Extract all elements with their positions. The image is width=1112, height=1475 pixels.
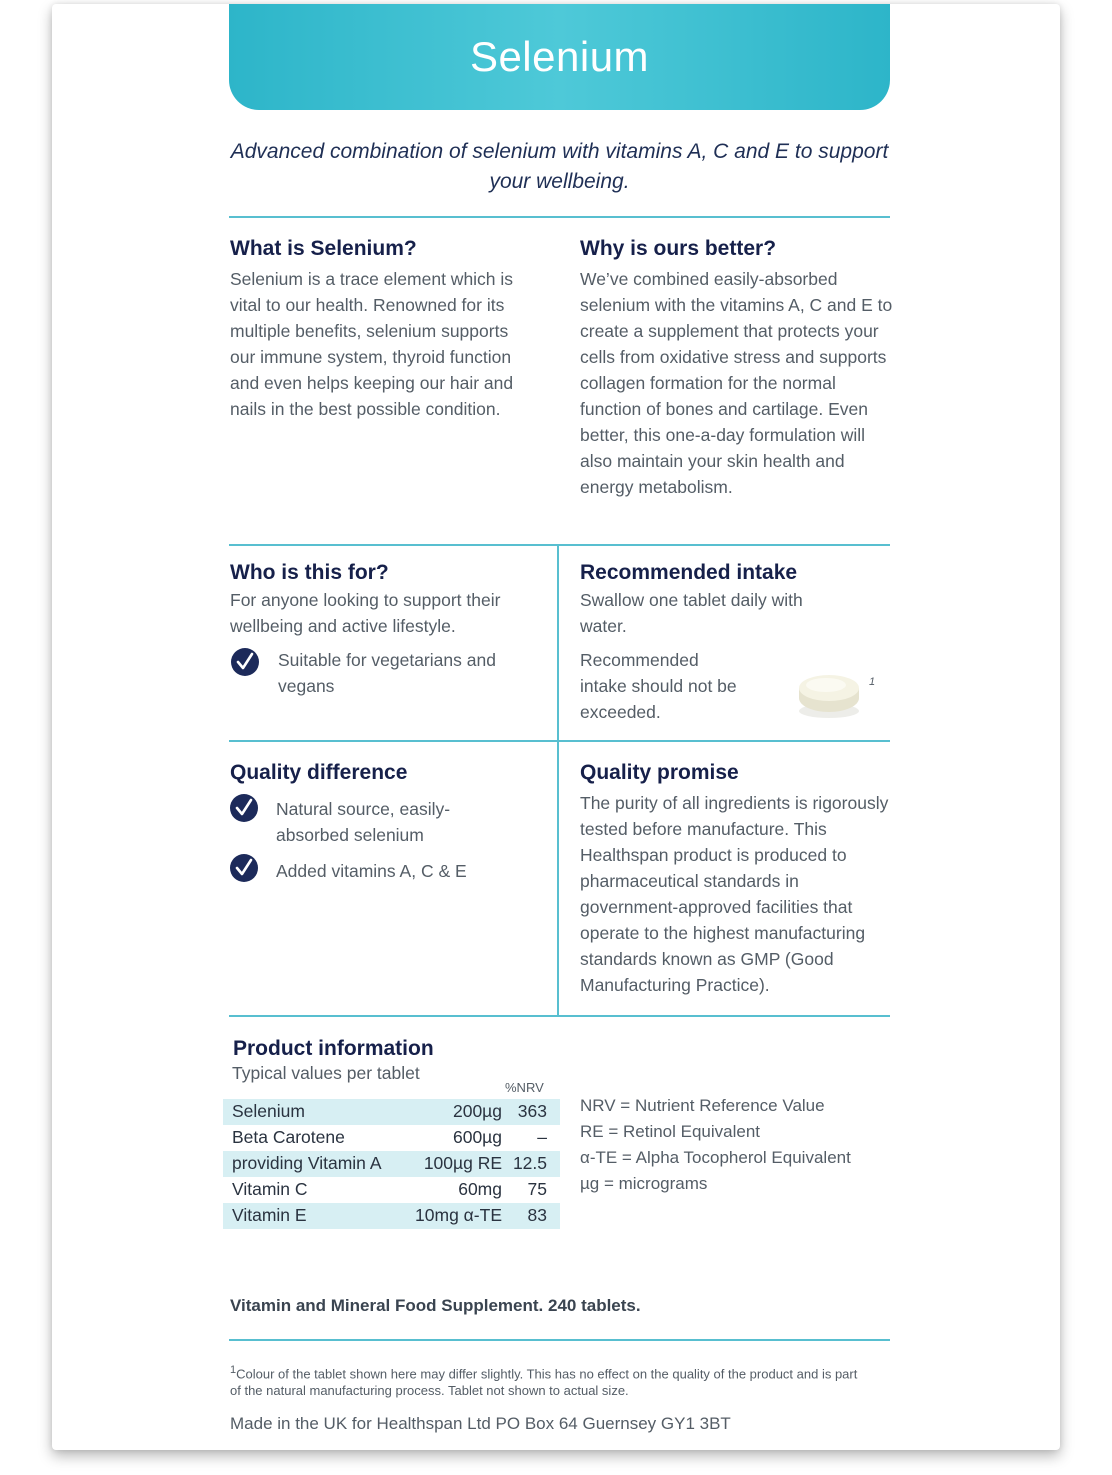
quality-promise-heading: Quality promise: [580, 761, 739, 784]
column-divider: [557, 544, 559, 1017]
nutrient-name: providing Vitamin A: [232, 1153, 382, 1173]
quality-promise-text: The purity of all ingredients is rigorously tested before manufacture. This Healthspan product is produced to pharmaceutical standards in government-approved facilities that operate to the highest manufacturing standards known as GMP (Good Manufacturing Practice).: [580, 793, 889, 995]
nutrient-nrv: –: [537, 1127, 547, 1147]
quality-check-2: Added vitamins A, C & E: [276, 861, 467, 881]
table-row: [223, 1151, 560, 1177]
legend-item: α-TE = Alpha Tocopherol Equivalent: [580, 1148, 851, 1167]
abbreviation-legend: [580, 1093, 851, 1197]
what-heading: What is Selenium?: [230, 237, 417, 260]
table-row: [223, 1125, 560, 1151]
supplement-line: Vitamin and Mineral Food Supplement. 240 tablets.: [230, 1296, 641, 1315]
why-heading: Why is ours better?: [580, 237, 777, 260]
intake-heading: Recommended intake: [580, 561, 798, 584]
nutrient-nrv: 83: [527, 1205, 547, 1225]
nutrient-name: Beta Carotene: [232, 1127, 345, 1147]
table-row: [223, 1099, 560, 1125]
nutrient-nrv: 12.5: [512, 1153, 547, 1173]
divider: [229, 1339, 890, 1341]
title-banner: [229, 4, 890, 110]
intake-text: Swallow one tablet daily with water.: [580, 590, 803, 636]
product-info-heading: Product information: [233, 1037, 434, 1060]
product-info-subheading: Typical values per tablet: [232, 1063, 420, 1083]
check-icon: [231, 648, 259, 676]
footnote-text: Colour of the tablet shown here may differ slightly. This has no effect on the quality of the product and is part of the natural manufacturing process. Tablet not shown to actual size.: [230, 1366, 858, 1399]
quality-check-1: Natural source, easily-absorbed selenium: [276, 799, 451, 845]
nutrient-amount: 600µg: [452, 1127, 502, 1147]
nutrient-nrv: 75: [527, 1179, 547, 1199]
check-icon: [230, 794, 258, 822]
tablet-image: [793, 668, 863, 720]
intake-warning: Recommended intake should not be exceeded.: [580, 650, 737, 722]
divider: [229, 740, 890, 742]
nutrient-name: Selenium: [232, 1101, 305, 1121]
nutrient-name: Vitamin C: [232, 1179, 308, 1199]
nutrient-amount: 100µg RE: [423, 1153, 502, 1173]
tagline: Advanced combination of selenium with vitamins A, C and E to support your wellbeing.: [230, 140, 889, 193]
divider: [229, 1015, 890, 1017]
footnote: [230, 1362, 870, 1399]
nutrient-nrv: 363: [517, 1101, 547, 1121]
divider: [229, 544, 890, 546]
who-text: For anyone looking to support their wellbeing and active lifestyle.: [230, 590, 501, 636]
quality-difference-heading: Quality difference: [230, 761, 408, 784]
check-icon: [230, 854, 258, 882]
tablet-footnote-mark: 1: [869, 676, 876, 688]
who-heading: Who is this for?: [230, 561, 389, 584]
why-text: We’ve combined easily-absorbed selenium with the vitamins A, C and E to create a supplement that protects your cells from oxidative stress and supports collagen formation for the normal function of bones and cartilage. Even better, this one-a-day formulation will also maintain your skin health and energy metabolism.: [580, 269, 893, 497]
nutrient-amount: 10mg α-TE: [415, 1205, 502, 1225]
nutrient-amount: 60mg: [458, 1179, 502, 1199]
nutrient-name: Vitamin E: [232, 1205, 307, 1225]
vegan-note: Suitable for vegetarians and vegans: [278, 650, 496, 696]
nrv-column-header: %NRV: [505, 1080, 544, 1095]
product-title: Selenium: [469, 33, 650, 80]
legend-item: µg = micrograms: [580, 1174, 708, 1193]
table-row: [223, 1203, 560, 1229]
footnote-mark: 1: [230, 1364, 237, 1376]
table-row: [223, 1177, 560, 1203]
package-card: [52, 4, 1060, 1450]
legend-item: NRV = Nutrient Reference Value: [580, 1096, 825, 1115]
nutrient-amount: 200µg: [452, 1101, 502, 1121]
divider: [229, 216, 890, 218]
legend-item: RE = Retinol Equivalent: [580, 1122, 761, 1141]
what-text: Selenium is a trace element which is vital to our health. Renowned for its multiple benefits, selenium supports our immune system, thyroid function and even helps keeping our hair and nails in the best possible condition.: [230, 269, 514, 419]
manufacturer-line: Made in the UK for Healthspan Ltd PO Box 64 Guernsey GY1 3BT: [230, 1414, 731, 1433]
